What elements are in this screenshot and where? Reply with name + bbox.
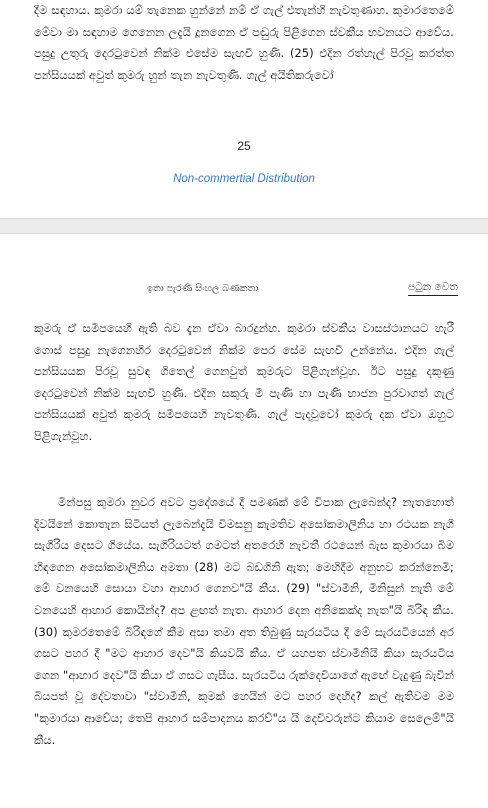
bottom-page bbox=[0, 234, 488, 808]
page-separator bbox=[0, 218, 488, 234]
paragraph-2: මින්පසු කුමරා නුවර අවට ප්‍රදේශයේ දී පමණක් මේ විපාක ලැබෙන්ද? නැතහොත් දිවයිනේ කොතැන සිටියත් ලැබෙන්දැයි විමසනු කැමතිව අසෝකමාලිනිය හා රථයක නැගී සැගිරිය දෙසට ගියේය. සැගිරියටත් ගමටත් අතරෙහි නැවතී රථයෙන් බැස කුමාරයා බිම හිඳගෙන අසෝකමාලිනිය අමතා (28) මට බඩගිනි ඇත; මෙහිදීම අනුභව කරන්නෙමි; මේ වනයෙහි සොයා වහා ආහාර ගෙනව"යි කීය. (29) "ස්වාමීනි, මිනිසුන් නැති මේ වනයෙහි ආහාර කොයින්ද? අප ළඟත් නැත. ආහාර දෙන අනිකෙක්ද නැත"යි බිරිඳ කීය. (30) කුමරතෙමේ බිරිඳගේ කීම අසා තමා අත තිබුණු සැරයටිය දී මේ සැරයටියෙන් අර ගසට පහර දී "මට ආහාර දෙව"යි කියවයි කීය. ඒ යහපත ස්වාමීනියි කියා සැරයටිය ගෙන "ආහාර දෙව"යි කියා ඒ ගසට ගැසීය. සැරයටිය රුක්දෙවියාගේ ඇඟේ වැදුණු බැවින් බියපත් වූ දේවතාවා "ස්වාමීනි, කුමක් හෙයින් මට පහර දෙහිද? කල් ඇතිවම මම "කුමාරයා ආවේය; තෙපි ආහාර සම්පාදනය කරව්"ය යි දෙවිවරුන්ට කියාම සෙලෙම්"යි කීය. bbox=[34, 496, 454, 747]
running-title: ඉතා පැරණි සිංහල බණකතා bbox=[147, 283, 259, 294]
top-page bbox=[0, 0, 488, 218]
paragraph-1: කුමරු ඒ සමීපයෙහි ඇති බව දැන ඒවා බාරදුන්හ. කුමරා ස්වකීය වාසස්ථානයට හැරී ගොස් පසුදු නැගෙනහිර දෙරටුවෙන් නික්ම පෙර සේම සැඟවී උන්නේය. එදින ගැල් පන්සියයක පිරවූ සුවඳ ගිතෙල් ගෙනවුත් කුමරුට පිළිගැන්වූහ. ඊට පසුදු දකුණු දෙරටුවෙන් නික්ම සැඟවී හුණි. එදින සකුරු මී පැණි හා පැණි භාජන පුරවාගත් ගැල් පන්සියයක් අවුත් කුමරු සමීපයෙහි නැවතුණි. ගැල් පැදවූවෝ කුමරු දක ඒවා ඔහුට පිළිගැන්වූහ. bbox=[34, 322, 454, 443]
paragraph-tail: දීම සඳහාය. කුමරා යම් තැනෙක හුන්නේ නම් ඒ ගැල් එතැන්හි නැවතුණාහ. කුමාරතෙමේ මේවා මා සඳහාම ගෙනෙන ලදැයි දූනගෙන ඒ පඬුරු පිළිගෙන ස්වකීය භවනයට ආවේය. පසුදු උතුරු දෙරටුවෙන් නික්ම එසේම සැඟවී හුණි. (25) එදින රත්හැල් පිරවූ කරත්ත පන්සියයක් අවුත් කුමරු හුන් තැන නැවතුණි. ගැල් අයිතිකරුවෝ bbox=[34, 4, 454, 82]
distribution-note: Non-commertial Distribution bbox=[173, 173, 315, 185]
chapter-link[interactable]: පටුන වෙත bbox=[408, 281, 458, 296]
page-number: 25 bbox=[237, 139, 251, 153]
